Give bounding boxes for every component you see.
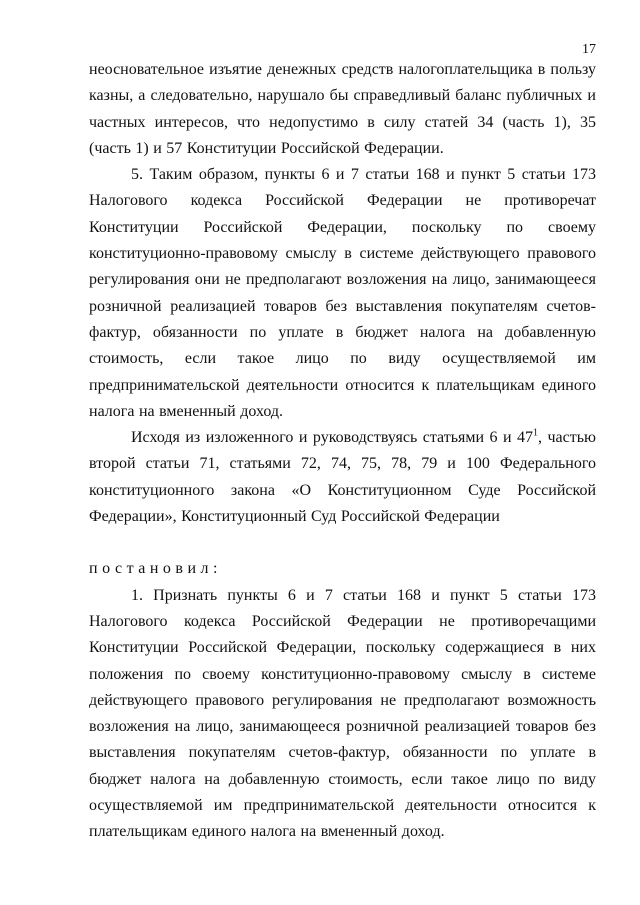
document-body	[89, 57, 596, 846]
page-number: 17	[582, 42, 596, 57]
legal-basis-text-start: Исходя из изложенного и руководствуясь статьями 6 и 47	[131, 429, 534, 447]
paragraph-conclusion: 5. Таким образом, пункты 6 и 7 статьи 168 и пункт 5 статьи 173 Налогового кодекса Российской Федерации не противоречат Конституции Российской Федерации, поскольку по своему конституционно-правовому смыслу в системе действующего правового регулирования они не предполагают возложения на лицо, занимающееся розничной реализацией товаров без выставления покупателям счетов-фактур, обязанности по уплате в бюджет налога на добавленную стоимость, если такое лицо по виду осуществляемой им предпринимательской деятельности относится к плательщикам единого налога на вмененный доход.	[89, 166, 596, 420]
decision-heading: постановил:	[89, 560, 222, 578]
paragraph-ruling-1: 1. Признать пункты 6 и 7 статьи 168 и пункт 5 статьи 173 Налогового кодекса Российской Федерации не противоречащими Конституции Российской Федерации, поскольку содержащиеся в них положения по своему конституционно-правовому смыслу в системе действующего правового регулирования не предполагают возможность возложения на лицо, занимающееся розничной реализацией товаров без выставления покупателям счетов-фактур, обязанности по уплате в бюджет налога на добавленную стоимость, если такое лицо по виду осуществляемой им предпринимательской деятельности относится к плательщикам единого налога на вмененный доход.	[89, 586, 596, 841]
legal-basis-text-end: , частью второй статьи 71, статьями 72, 74, 75, 78, 79 и 100 Федерального конституционного закона «О Конституционном Суде Российской Федерации», Конституционный Суд Российской Федерации	[89, 429, 596, 526]
article-superscript: 1	[533, 427, 539, 439]
paragraph-legal-basis	[89, 425, 596, 530]
paragraph-continuation: неосновательное изъятие денежных средств налогоплательщика в пользу казны, а следовательно, нарушало бы справедливый баланс публичных и частных интересов, что недопустимо в силу статей 34 (часть 1), 35 (часть 1) и 57 Конституции Российской Федерации.	[89, 61, 596, 157]
